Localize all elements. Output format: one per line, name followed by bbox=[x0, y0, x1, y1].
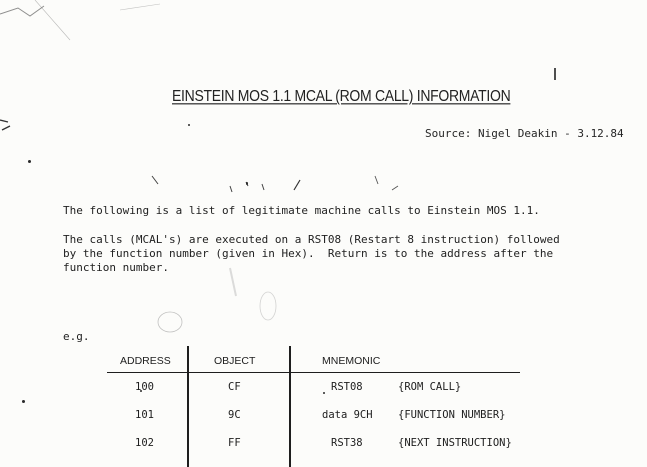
cell-address: 101 bbox=[135, 409, 154, 421]
header-address: ADDRESS bbox=[120, 355, 171, 367]
cell-object: 9C bbox=[228, 409, 241, 421]
cell-mnemonic: data 9CH bbox=[322, 409, 373, 421]
cell-mnemonic: RST08 bbox=[331, 381, 363, 393]
cell-mnemonic: RST38 bbox=[331, 437, 363, 449]
calls-paragraph-line: by the function number (given in Hex). Return is to the address after the bbox=[63, 247, 554, 260]
document-title: EINSTEIN MOS 1.1 MCAL (ROM CALL) INFORMATION bbox=[172, 86, 511, 105]
calls-paragraph bbox=[63, 233, 560, 275]
cell-address: 102 bbox=[135, 437, 154, 449]
table-column-rule bbox=[187, 346, 189, 467]
cell-comment: {ROM CALL} bbox=[398, 381, 462, 393]
intro-paragraph: The following is a list of legitimate machine calls to Einstein MOS 1.1. bbox=[63, 204, 540, 217]
header-object: OBJECT bbox=[214, 355, 256, 367]
table-header-rule bbox=[107, 372, 520, 373]
cell-comment: {NEXT INSTRUCTION} bbox=[398, 437, 512, 449]
cell-comment: {FUNCTION NUMBER} bbox=[398, 409, 506, 421]
cell-address: 100 bbox=[135, 381, 154, 393]
calls-paragraph-line: function number. bbox=[63, 261, 169, 274]
source-line: Source: Nigel Deakin - 3.12.84 bbox=[425, 127, 624, 140]
table-column-rule bbox=[289, 346, 291, 467]
calls-paragraph-line: The calls (MCAL's) are executed on a RST08 (Restart 8 instruction) followed bbox=[63, 233, 560, 246]
cell-object: CF bbox=[228, 381, 241, 393]
cell-object: FF bbox=[228, 437, 241, 449]
example-label: e.g. bbox=[63, 330, 90, 343]
header-mnemonic: MNEMONIC bbox=[322, 355, 381, 367]
